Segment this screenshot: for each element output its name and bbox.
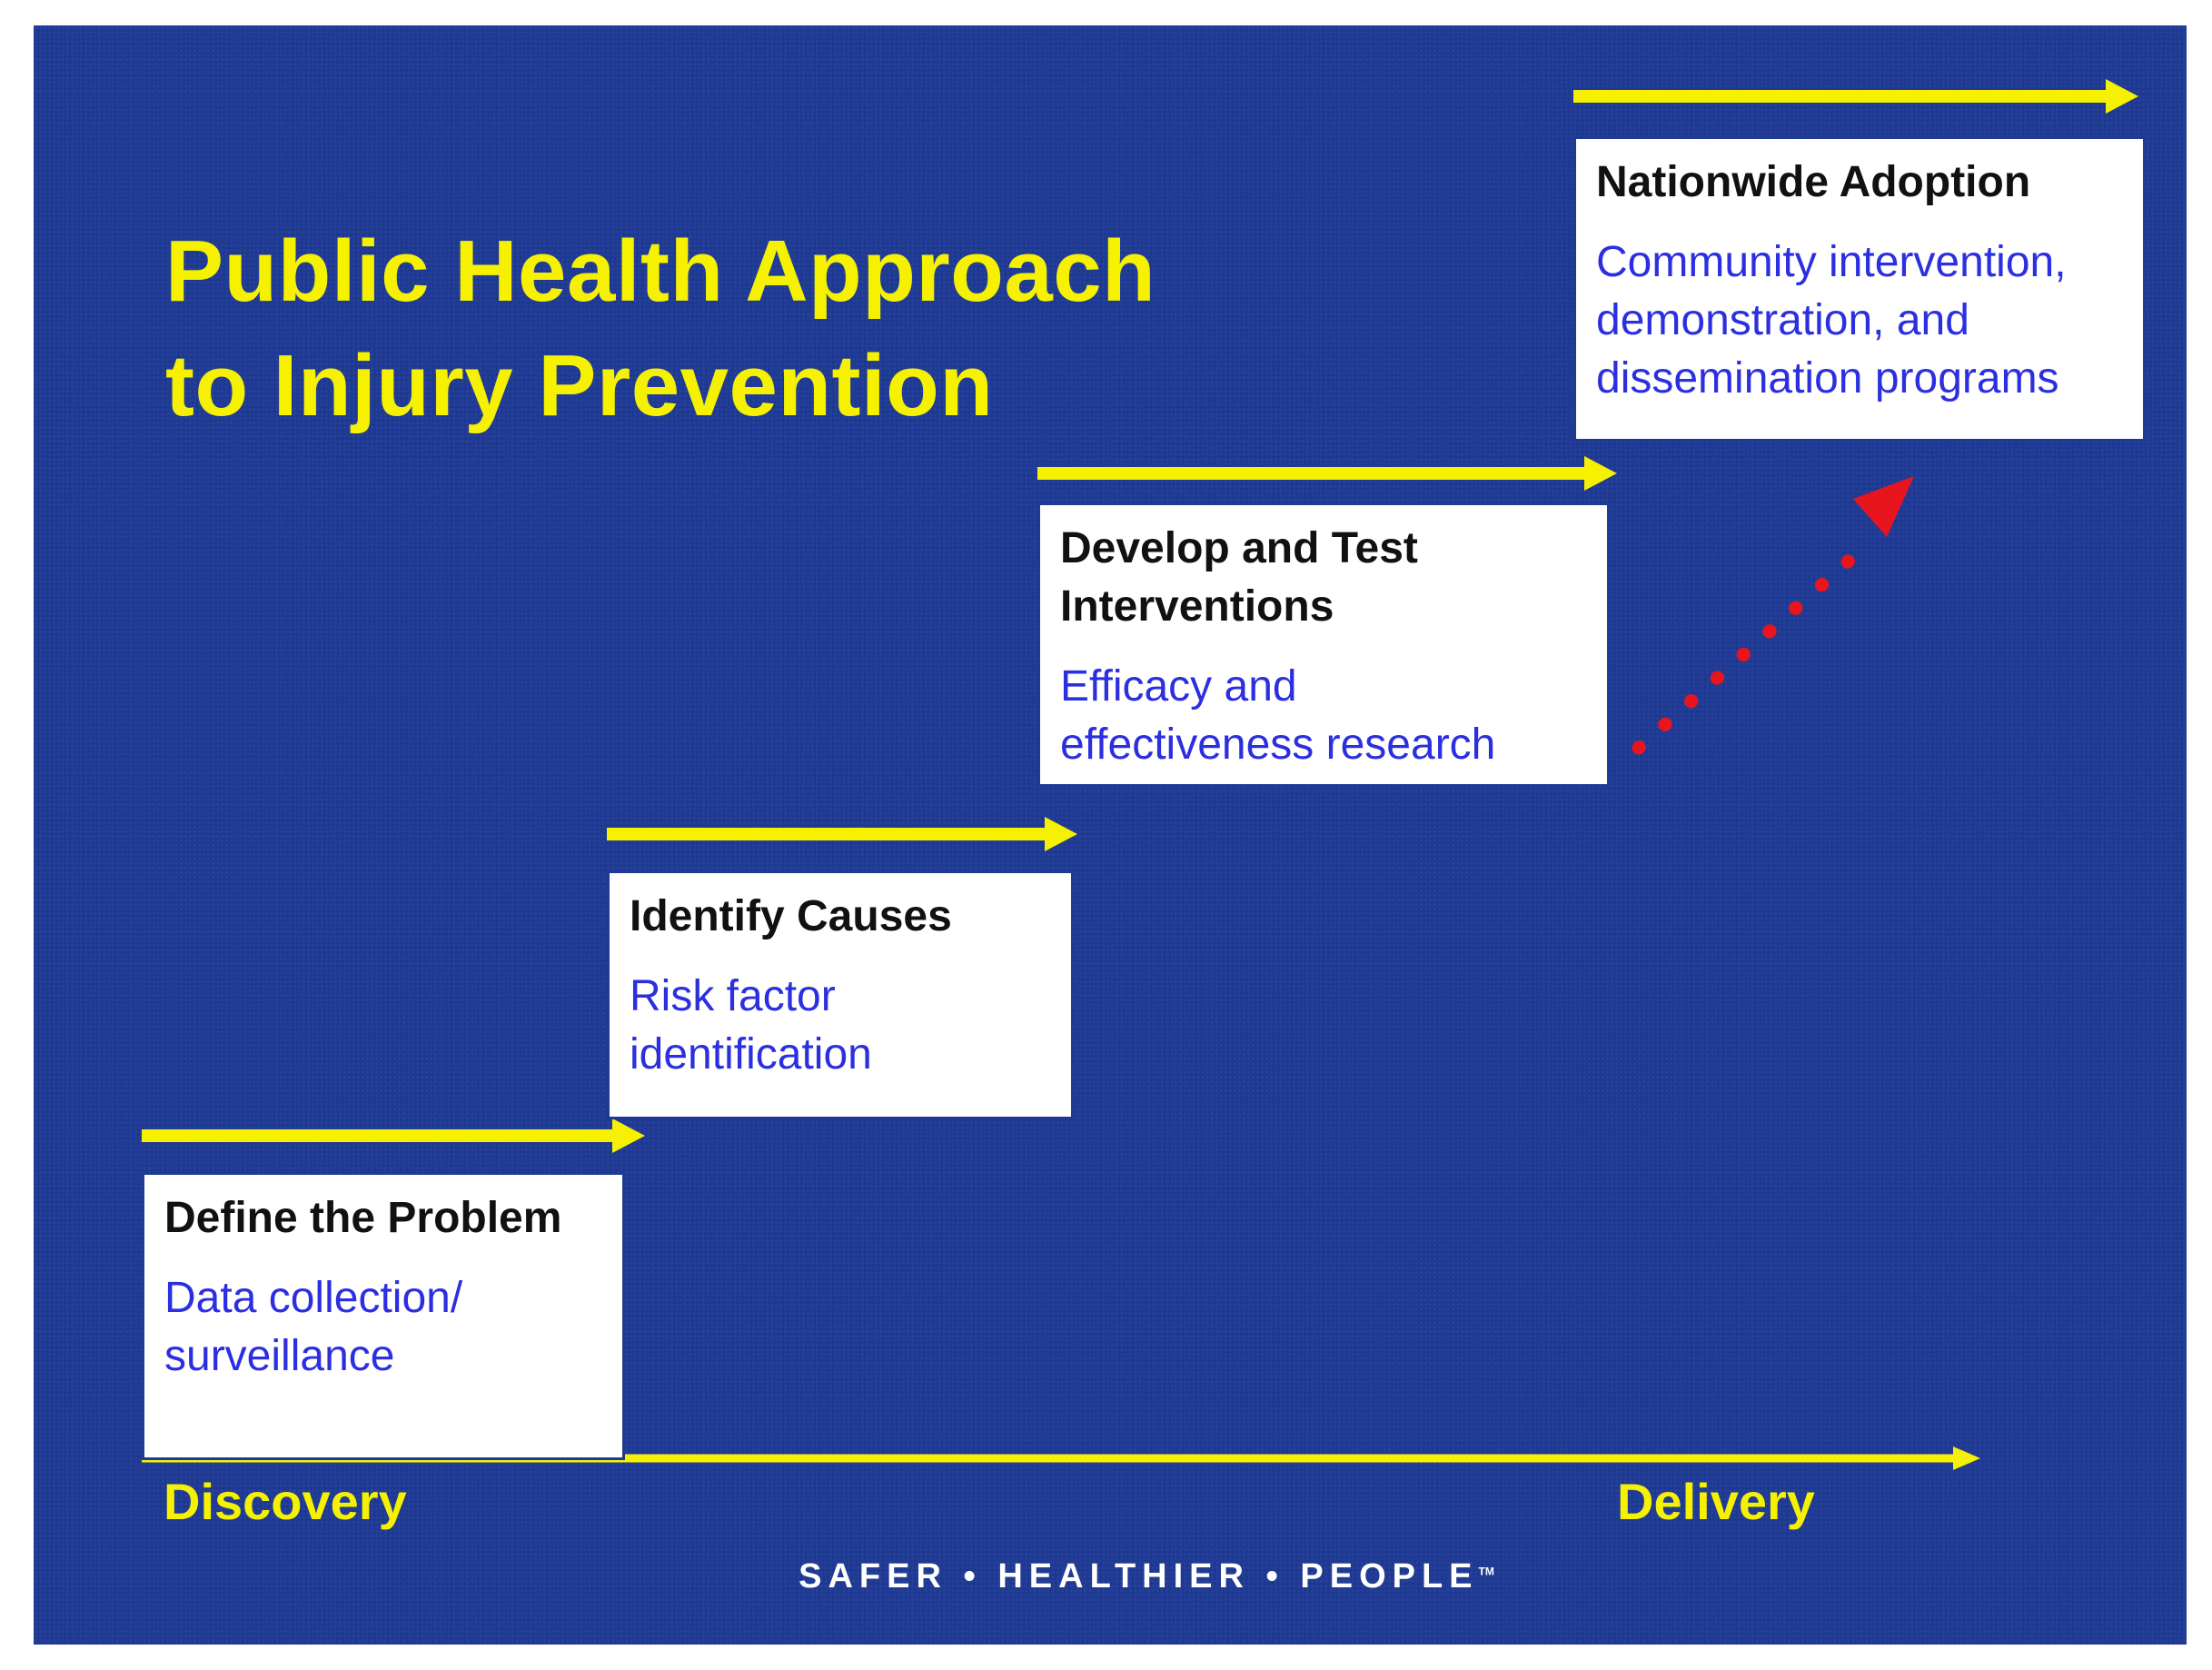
step-box-develop-test bbox=[1037, 502, 1610, 787]
step-arrow-2 bbox=[607, 817, 1077, 851]
step-arrow-3 bbox=[1037, 456, 1617, 491]
tagline: SAFER • HEALTHIER • PEOPLE™ bbox=[799, 1557, 1494, 1595]
step-detail: Community intervention, demonstration, and dissemination programs bbox=[1596, 238, 2067, 403]
step-arrow-4 bbox=[1573, 79, 2138, 114]
step-heading: Define the Problem bbox=[164, 1194, 562, 1242]
step-box-identify-causes bbox=[607, 870, 1074, 1119]
trademark-mark: TM bbox=[1478, 1565, 1494, 1578]
step-detail: Risk factor identification bbox=[630, 972, 872, 1079]
step-detail: Data collection/ surveillance bbox=[164, 1274, 463, 1380]
slide-background bbox=[34, 25, 2187, 1645]
axis-label-discovery: Discovery bbox=[164, 1473, 407, 1530]
step-detail: Efficacy and effectiveness research bbox=[1060, 662, 1496, 769]
axis-label-delivery: Delivery bbox=[1617, 1473, 1815, 1530]
step-box-nationwide-adoption bbox=[1573, 136, 2146, 442]
step-heading: Nationwide Adoption bbox=[1596, 158, 2031, 206]
title-line-2: to Injury Prevention bbox=[165, 337, 994, 434]
title-line-1: Public Health Approach bbox=[165, 223, 1156, 320]
dotted-progress-arrow bbox=[1639, 476, 1914, 748]
step-box-define-problem bbox=[142, 1172, 625, 1460]
step-arrow-1 bbox=[142, 1118, 645, 1153]
step-heading: Identify Causes bbox=[630, 892, 952, 940]
step-heading: Develop and Test Interventions bbox=[1060, 524, 1418, 631]
